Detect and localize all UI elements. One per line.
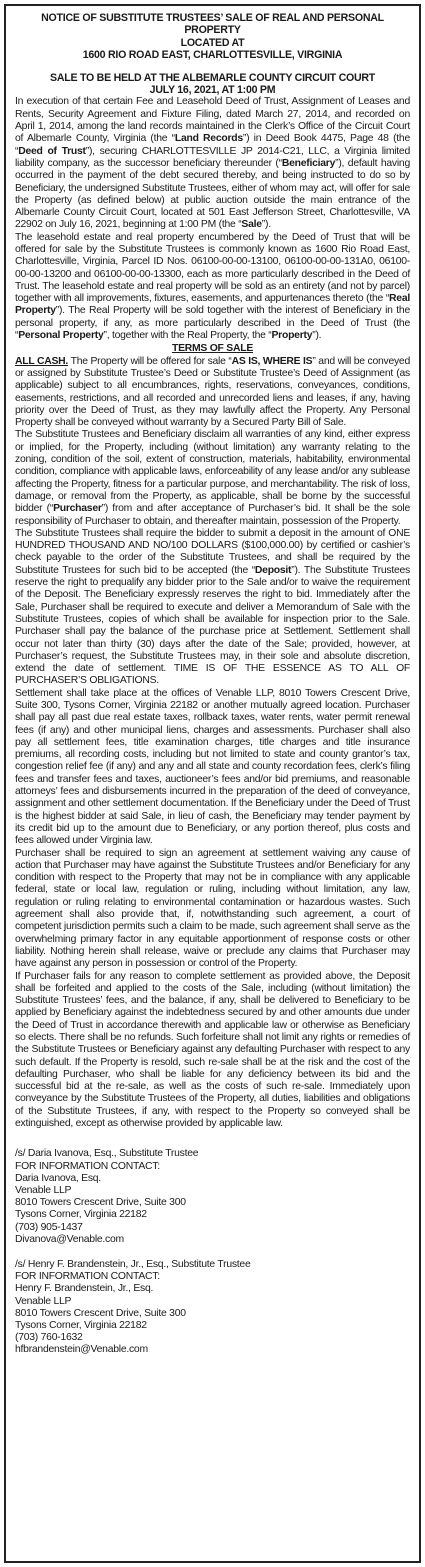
spacer (15, 1246, 410, 1259)
defined-term: Real Property (15, 293, 410, 317)
paragraph-property (15, 232, 410, 343)
defined-term: AS IS, WHERE IS (231, 355, 313, 367)
legal-notice (4, 4, 421, 1563)
contact-address-2: Tysons Corner, Virginia 22182 (15, 1320, 147, 1332)
contact-phone: (703) 760-1632 (15, 1332, 83, 1344)
contact-label: FOR INFORMATION CONTACT: (15, 1160, 160, 1172)
contact-name: Henry F. Brandenstein, Jr., Esq. (15, 1283, 154, 1295)
contact-label: FOR INFORMATION CONTACT: (15, 1271, 160, 1283)
contact-address-1: 8010 Towers Crescent Drive, Suite 300 (15, 1197, 186, 1209)
signature-block-2 (15, 1259, 410, 1357)
contact-name: Daria Ivanova, Esq. (15, 1172, 101, 1184)
header-line-1: NOTICE OF SUBSTITUTE TRUSTEES’ SALE OF REAL AND PERSONAL PROPERTY (41, 12, 384, 37)
text: ”). (261, 219, 271, 231)
sale-heading-line-2: JULY 16, 2021, AT 1:00 PM (149, 84, 276, 97)
text: The Substitute Trustees shall require the bidder to submit a deposit in the amount of ONE HUNDRED THOUSAND AND NO/100 DOLLARS ($100,000.00) by certified or cashier’s check payable to the order of the Substitute Trustees, and shall be required by the Substitute Trustees for such bid to be accepted (the “ (15, 527, 410, 576)
header-line-3: 1600 RIO ROAD EAST, CHARLOTTESVILLE, VIRGINIA (82, 49, 343, 62)
paragraph-default: If Purchaser fails for any reason to complete settlement as provided above, the Deposit shall be forfeited and applied to the costs of the Sale, including (without limitation) the Substitute Trustees’ fees, and the balance, if any, shall be delivered to Beneficiary to be applied by Beneficiary against the indebtedness secured by and other amounts due under the Deed of Trust in accordance therewith and applicable law or otherwise as Beneficiary so elects. There shall be no refunds. Such forfeiture shall not limit any rights or remedies of the Substitute Trustees or Beneficiary against any defaulting Purchaser with respect to any such default. If the Property is resold, such re-sale shall be at the risk and the cost of the defaulting Purchaser, who shall be liable for any deficiency between its bid and the successful bid at the re-sale, as well as the costs of such re-sale. Immediately upon conveyance by the Substitute Trustees of the Property, all duties, liabilities and obligations of the Substitute Trustees, if any, with respect to the Property so conveyed shall be extinguished, except as otherwise provided by applicable law. (15, 970, 410, 1130)
notice-header (15, 12, 410, 62)
signature-block-1 (15, 1148, 410, 1246)
signature-line: /s/ Daria Ivanova, Esq., Substitute Trustee (15, 1148, 199, 1160)
contact-phone: (703) 905-1437 (15, 1221, 83, 1233)
text: ” and will be conveyed or assigned by Substitute Trustee’s Deed or Substitute Trustee’s Deed of Assignment (as applicable) subject to all encumbrances, rights, reservations, conveyances, conditions, easements, restrictions, and all recorded and unrecorded liens and leases, if any, having priority over the Deed of Trust, as they may lawfully affect the Property. Any Personal Property shall be conveyed without warranty by a Secured Party Bill of Sale. (15, 355, 410, 429)
text: ”, together with the Real Property, the “ (103, 330, 272, 342)
defined-term: Sale (241, 219, 262, 231)
text: ”) in Deed Book 4475, Page 48 (the “ (15, 133, 410, 157)
text: ”). The Real Property will be sold together with the interest of Beneficiary in the personal property, if any, as more particularly described in the Deed of Trust (the “ (15, 305, 410, 342)
lead-in: ALL CASH. (15, 355, 69, 367)
text: The Property will be offered for sale “ (68, 355, 232, 367)
contact-firm: Venable LLP (15, 1295, 72, 1307)
contact-email: hfbrandenstein@Venable.com (15, 1344, 148, 1356)
paragraph-all-cash (15, 356, 410, 430)
defined-term: Deed of Trust (18, 145, 86, 157)
contact-address-2: Tysons Corner, Virginia 22182 (15, 1209, 147, 1221)
text: ”). The Substitute Trustees reserve the right to prequalify any bidder prior to the Sale and/or to waive the requirement of the Deposit. The Beneficiary expressly reserves the right to bid. Immediately after the Sale, Purchaser shall be required to execute and deliver a Memorandum of Sale with the Substitute Trustees, copies of which shall be available for inspection prior to the Sale. Purchaser shall pay the balance of the purchase price at Settlement. Settlement shall occur not later than thirty (30) days after the date of the Sale; provided, however, at Purchaser’s request, the Substitute Trustees may, in their sole and absolute discretion, extend the date of settlement. TIME IS OF THE ESSENCE AS TO ALL OF PURCHASER’S OBLIGATIONS. (15, 564, 410, 687)
terms-of-sale-title: TERMS OF SALE (171, 343, 254, 355)
signature-line: /s/ Henry F. Brandenstein, Jr., Esq., Substitute Trustee (15, 1259, 251, 1270)
text: ”). (312, 330, 322, 342)
sale-heading-line-1: SALE TO BE HELD AT THE ALBEMARLE COUNTY CIRCUIT COURT (50, 71, 375, 84)
paragraph-settlement: Settlement shall take place at the offices of Venable LLP, 8010 Towers Crescent Drive, Suite 300, Tysons Corner, Virginia 22182 or another mutually agreed location. Purchaser shall pay all past due real estate taxes, rollback taxes, water rents, water permit renewal fees (if any) and other municipal liens, charges and assessments. Purchaser shall also pay all settlement fees, title examination charges, title charges and title insurance premiums, all recording costs, including but not limited to state and county grantor’s tax, congestion relief fee (if any) and any and all state and county recordation fees, clerk’s filing fees and transfer fees and taxes, auctioneer’s fees and/or bid premiums, and reasonable attorneys’ fees and disbursements incurred in the preparation of the deed of conveyance, assignment and other settlement documentation. If the Beneficiary under the Deed of Trust is the highest bidder at said Sale, in lieu of cash, the Beneficiary may tender payment by its credit bid up to the amount due to Beneficiary, or any portion thereof, plus costs and fees allowed under Virginia law. (15, 687, 410, 847)
paragraph-deposit (15, 528, 410, 688)
defined-term: Property (271, 330, 313, 342)
contact-email: Divanova@Venable.com (15, 1233, 124, 1245)
text: The Substitute Trustees and Beneficiary disclaim all warranties of any kind, either express or implied, for the Property, including (without limitation) any warranty relating to the zoning, condition of the soil, extent of construction, materials, habitability, environmental condition, compliance with applicable laws, enforceability of any lease and/or any sublease affecting the Property, fitness for a particular purpose, and merchantability. The risk of loss, damage, or removal from the Property, as applicable, shall be borne by the successful bidder (“ (15, 429, 410, 515)
defined-term: Purchaser (53, 503, 102, 515)
text: In execution of that certain Fee and Leasehold Deed of Trust, Assignment of Leases and Rents, Security Agreement and Fixture Filing, dated March 27, 2014, and recorded on April 1, 2014, among the land records maintained in the Clerk’s Office of the Circuit Court of Albemarle County, Virginia (the “ (15, 96, 410, 145)
text: ”), default having occurred in the payment of the debt secured thereby, and being instructed to do so by Beneficiary, the undersigned Substitute Trustees, either of whom may act, will offer for sale the Property (as defined below) at public auction outside the main entrance of the Albemarle County Circuit Court, located at 501 East Jefferson Street, Charlottesville, VA 22902 on July 16, 2021, beginning at 1:00 PM (the “ (15, 157, 410, 231)
paragraph-execution (15, 96, 410, 231)
paragraph-disclaimer (15, 429, 410, 527)
defined-term: Beneficiary (281, 157, 336, 169)
text: ”) from and after acceptance of Purchaser’s bid. It shall be the sole responsibility of Purchaser to obtain, and thereafter maintain, possession of the Property. (15, 503, 410, 527)
paragraph-waiver: Purchaser shall be required to sign an agreement at settlement waiving any cause of action that Purchaser may have against the Substitute Trustees and/or Beneficiary for any condition with respect to the Property that may not be in compliance with any applicable federal, state or local law, regulation or ruling, including without limitation, any law, regulation or ruling relating to environmental contamination or hazardous wastes. Such agreement shall also provide that, if, notwithstanding such agreement, a court of competent jurisdiction permits such a claim to be made, such agreement shall serve as the overwhelming primary factor in any equitable apportionment of response costs or other liability. Nothing herein shall release, waive or preclude any claims that Purchaser may have against any person in possession or control of the Property. (15, 847, 410, 970)
defined-term: Personal Property (18, 330, 104, 342)
header-line-2: LOCATED AT (180, 36, 245, 49)
text: ”), securing CHARLOTTESVILLE JP 2014-C21, LLC, a Virginia limited liability company, as the successor beneficiary thereunder (“ (15, 145, 410, 169)
defined-term: Deposit (254, 564, 292, 576)
text: The leasehold estate and real property encumbered by the Deed of Trust that will be offered for sale by the Substitute Trustees is commonly known as 1600 Rio Road East, Charlottesville, Virginia, Parcel ID Nos. 06100-00-00-13100, 06100-00-00-131A0, 06100-00-00-13200 and 06100-00-00-13300, each as more particularly described in the Deed of Trust. The leasehold estate and real property will be sold as an entirety (and not by parcel) together with all improvements, fixtures, easements, and appurtenances thereto (the “ (15, 231, 410, 305)
defined-term: Land Records (174, 133, 243, 145)
sale-heading (15, 72, 410, 97)
contact-address-1: 8010 Towers Crescent Drive, Suite 300 (15, 1307, 186, 1319)
contact-firm: Venable LLP (15, 1184, 72, 1196)
